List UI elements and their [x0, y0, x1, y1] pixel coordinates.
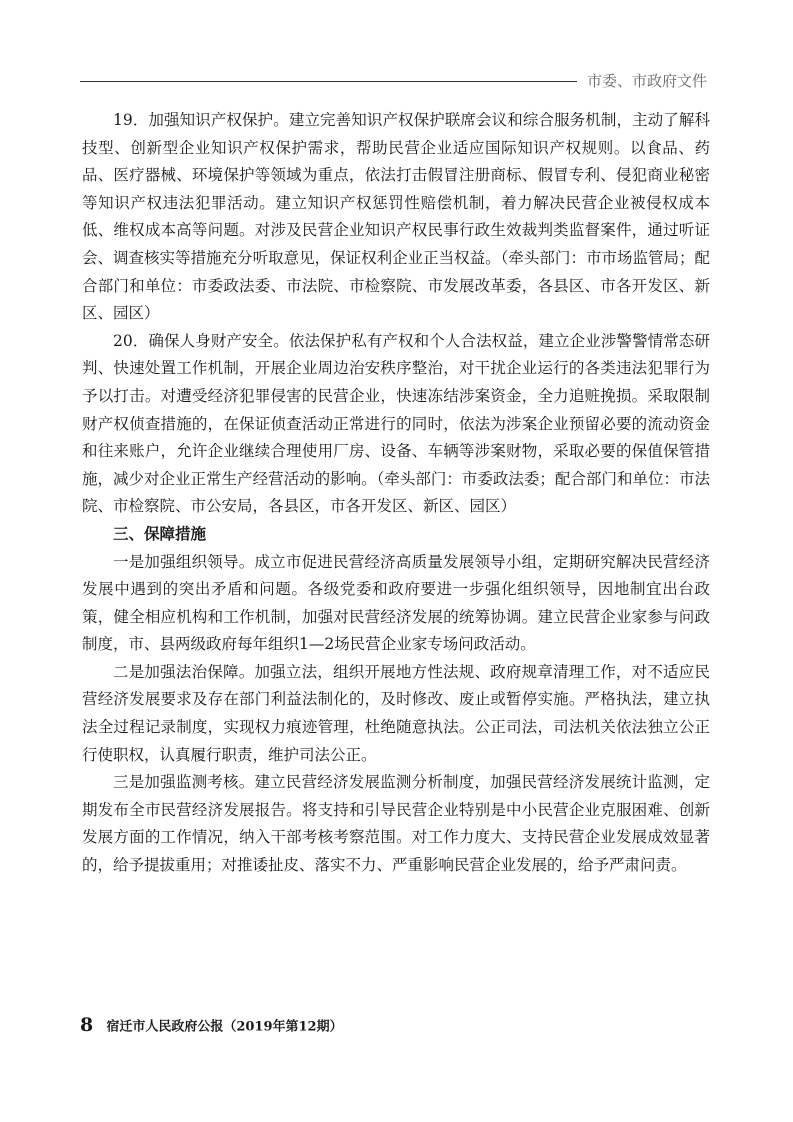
publication-title: 宿迁市人民政府公报（2019年第12期） — [106, 1019, 343, 1035]
page-footer — [80, 1014, 343, 1036]
header-rule — [80, 81, 577, 82]
paragraph-monitoring-assessment: 三是加强监测考核。建立民营经济发展监测分析制度，加强民营经济发展统计监测，定期发布全市民营经济发展报告。将支持和引导民营企业特别是中小民营企业克服困难、创新发展方面的工作情况，纳入干部考核考察范围。对工作力度大、支持民营企业发展成效显著的，给予提拔重用；对推诿扯皮、落实不力、严重影响民营企业发展的，给予严肃问责。 — [82, 773, 710, 875]
paragraph-organization-leadership: 一是加强组织领导。成立市促进民营经济高质量发展领导小组，定期研究解决民营经济发展中遇到的突出矛盾和问题。各级党委和政府要进一步强化组织领导，因地制宜出台政策，健全相应机构和工作机制，加强对民营经济发展的统筹协调。建立民营企业家参与问政制度，市、县两级政府每年组织1—2场民营企业家专场问政活动。 — [82, 552, 710, 654]
page-header — [80, 66, 707, 96]
paragraph-rule-of-law: 二是加强法治保障。加强立法，组织开展地方性法规、政府规章清理工作，对不适应民营经济发展要求及存在部门利益法制化的，及时修改、废止或暂停实施。严格执法，建立执法全过程记录制度，实现权力痕迹管理，杜绝随意执法。公正司法，司法机关依法独立公正行使职权，认真履行职责，维护司法公正。 — [82, 662, 710, 764]
paragraph-item-19: 19．加强知识产权保护。建立完善知识产权保护联席会议和综合服务机制，主动了解科技型、创新型企业知识产权保护需求，帮助民营企业适应国际知识产权规则。以食品、药品、医疗器械、环境保护等领域为重点，依法打击假冒注册商标、假冒专利、侵犯商业秘密等知识产权违法犯罪活动。建立知识产权惩罚性赔偿机制，着力解决民营企业被侵权成本低、维权成本高等问题。对涉及民营企业知识产权民事行政生效裁判类监督案件，通过听证会、调查核实等措施充分听取意见，保证权利企业正当权益。（牵头部门：市市场监管局；配合部门和单位：市委政法委、市法院、市检察院、市发展改革委，各县区、市各开发区、新区、园区） — [82, 111, 710, 323]
document-body — [82, 107, 710, 880]
section-heading-safeguards: 三、保障措施 — [113, 524, 207, 543]
header-title: 市委、市政府文件 — [586, 72, 707, 90]
paragraph-item-20: 20．确保人身财产安全。依法保护私有产权和个人合法权益，建立企业涉警警情常态研判、快速处置工作机制，开展企业周边治安秩序整治，对干扰企业运行的各类违法犯罪行为予以打击。对遭受经济犯罪侵害的民营企业，快速冻结涉案资金，全力追赃挽损。采取限制财产权侦查措施的，在保证侦查活动正常进行的同时，依法为涉案企业预留必要的流动资金和往来账户，允许企业继续合理使用厂房、设备、车辆等涉案财物，采取必要的保值保管措施，减少对企业正常生产经营活动的影响。（牵头部门：市委政法委；配合部门和单位：市法院、市检察院、市公安局，各县区，市各开发区、新区、园区） — [82, 331, 710, 516]
page-number: 8 — [80, 1014, 94, 1036]
